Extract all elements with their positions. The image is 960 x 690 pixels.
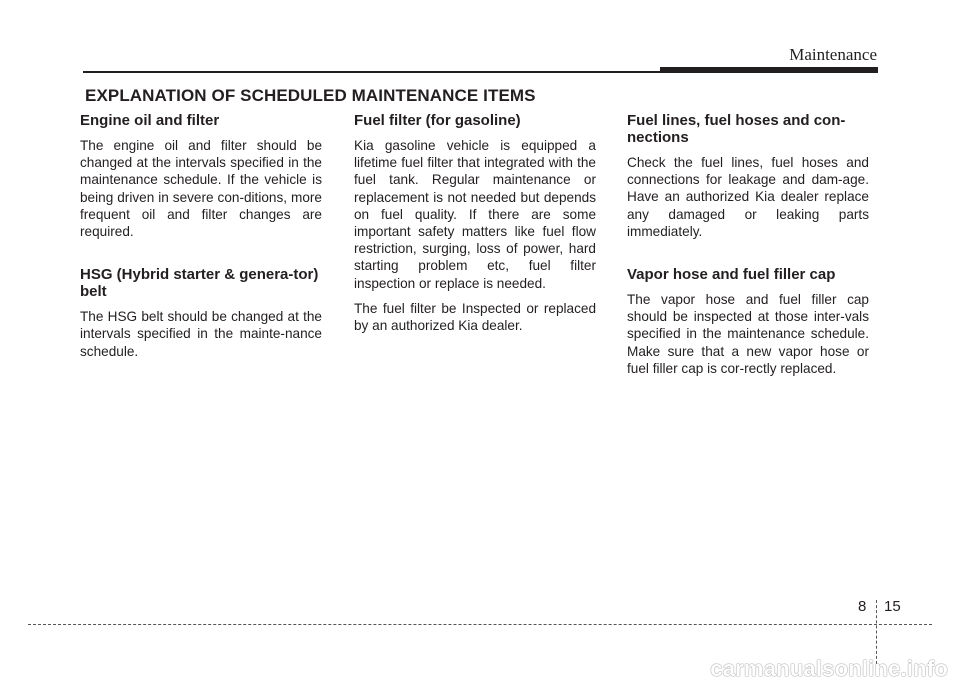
chapter-title: Maintenance	[789, 45, 877, 64]
footer-divider	[876, 600, 877, 664]
vapor-hose-heading: Vapor hose and fuel filler cap	[627, 266, 836, 284]
hsg-belt-text: The HSG belt should be changed at the intervals specified in the mainte-nance schedule.	[80, 309, 322, 359]
section-title: EXPLANATION OF SCHEDULED MAINTENANCE ITEMS	[85, 86, 536, 105]
engine-oil-text: The engine oil and filter should be changed at the intervals specified in the maintenance schedule. If the vehicle is being driven in severe con-ditions, more frequent oil and filter changes are required.	[80, 138, 322, 240]
engine-oil-heading: Engine oil and filter	[80, 112, 220, 129]
fuel-filter-text: Kia gasoline vehicle is equipped a lifetime fuel filter that integrated with the fuel tank. Regular maintenance or replacement is not needed but depends on fuel quality. If there are some important safety matters like fuel flow restriction, surging, loss of power, hard starting problem etc, fuel filter inspection or replace is needed.	[354, 138, 596, 291]
fuel-lines-text: Check the fuel lines, fuel hoses and connections for leakage and dam-age. Have an authorized Kia dealer replace any damaged or leaking parts immediately.	[627, 155, 869, 239]
footer-rule	[28, 624, 932, 625]
header-rule	[83, 71, 663, 73]
column-2	[354, 112, 596, 334]
column-3	[627, 112, 869, 377]
hsg-belt-heading: HSG (Hybrid starter & genera-tor) belt	[80, 266, 319, 301]
fuel-lines-heading: Fuel lines, fuel hoses and con-nections	[627, 112, 846, 146]
header-rule-accent	[660, 67, 878, 73]
column-1	[80, 112, 322, 360]
page-number: 15	[884, 598, 901, 615]
fuel-filter-dealer-text: The fuel filter be Inspected or replaced by an authorized Kia dealer.	[354, 300, 596, 334]
fuel-filter-heading: Fuel filter (for gasoline)	[354, 112, 521, 129]
watermark: carmanualsonline.info	[710, 656, 948, 681]
vapor-hose-text: The vapor hose and fuel filler cap should be inspected at those inter-vals specified in the maintenance schedule. Make sure that a new vapor hose or fuel filler cap is cor-rectly replaced.	[627, 292, 869, 376]
chapter-number: 8	[858, 598, 867, 615]
